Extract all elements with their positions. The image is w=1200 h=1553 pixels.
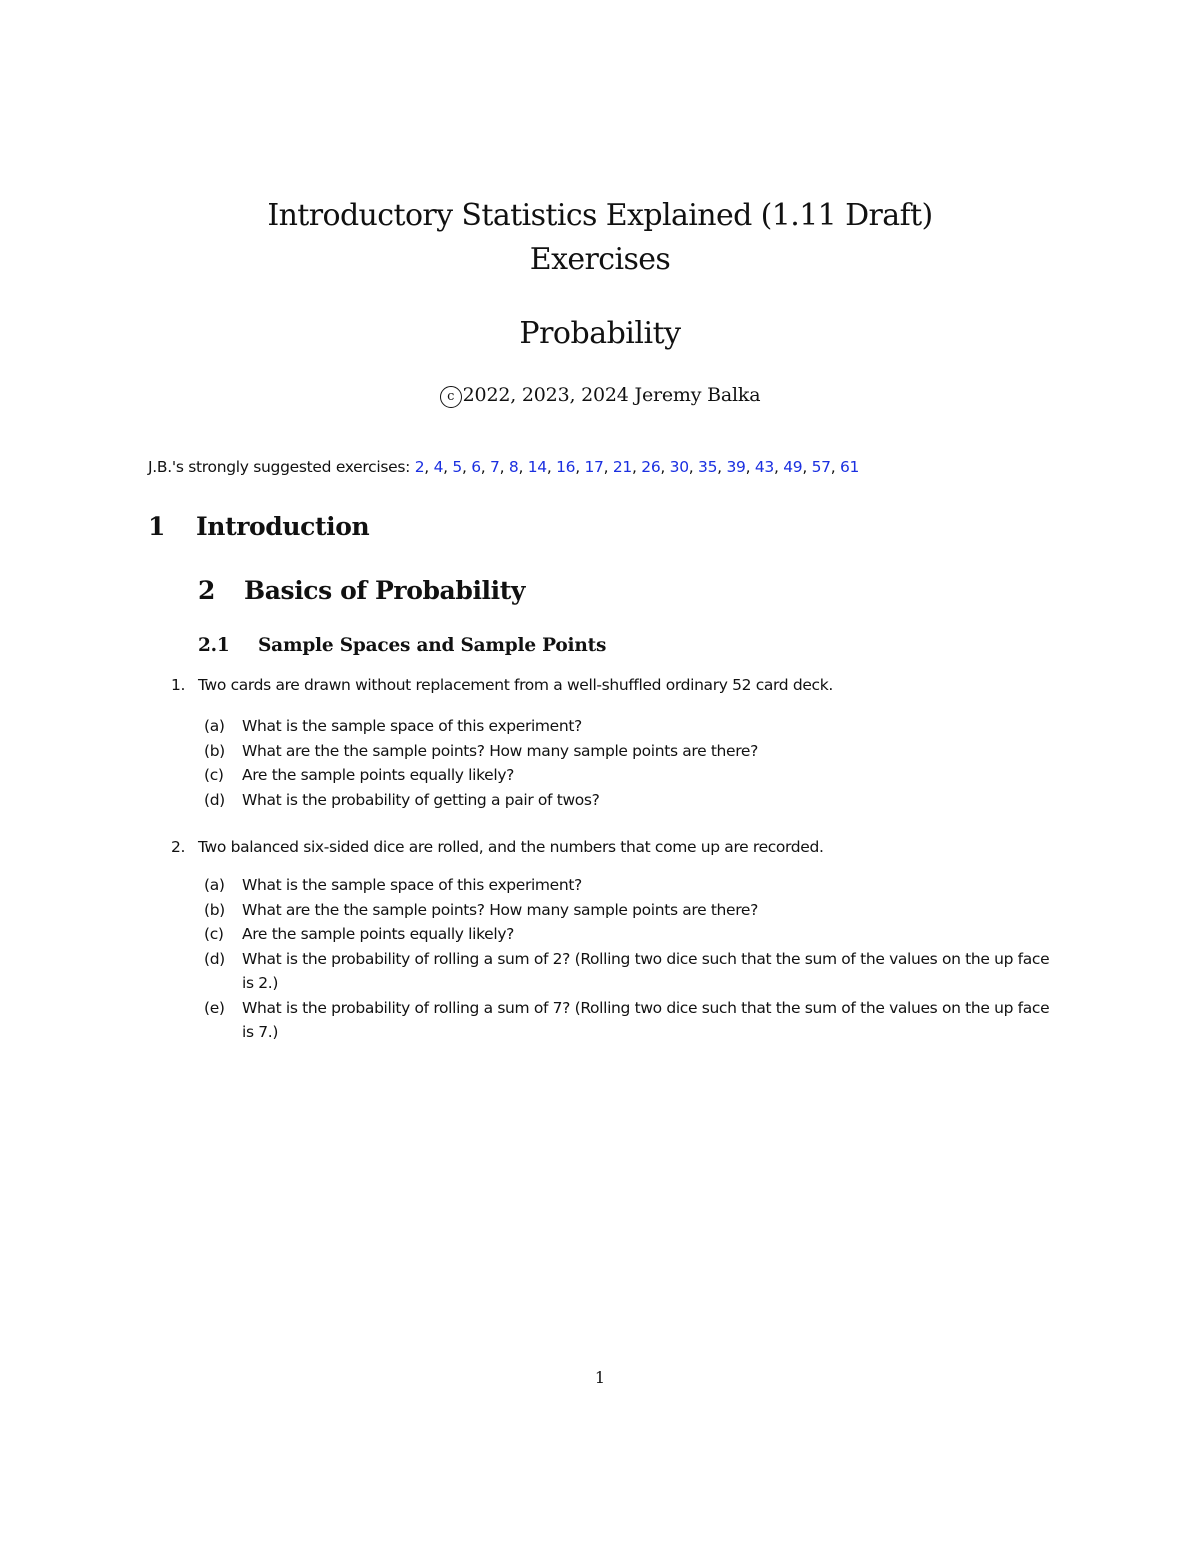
link-separator: , bbox=[830, 458, 840, 476]
link-separator: , bbox=[717, 458, 727, 476]
exercise-link-21[interactable]: 21 bbox=[612, 458, 632, 476]
exercise-part bbox=[0, 788, 1200, 813]
exercise-link-35[interactable]: 35 bbox=[698, 458, 718, 476]
part-label: (b) bbox=[204, 900, 225, 919]
part-label: (c) bbox=[204, 766, 224, 784]
exercise-link-49[interactable]: 49 bbox=[783, 458, 803, 476]
exercise-link-4[interactable]: 4 bbox=[433, 458, 444, 476]
exercise-link-14[interactable]: 14 bbox=[527, 458, 547, 476]
section-heading-basics bbox=[198, 574, 525, 608]
exercise-link-26[interactable]: 26 bbox=[641, 458, 661, 476]
link-separator: , bbox=[480, 458, 491, 476]
chapter-subtitle: Probability bbox=[519, 316, 681, 351]
exercise-part bbox=[0, 873, 1200, 898]
exercise-part bbox=[0, 714, 1200, 739]
part-text: What is the probability of getting a pair of twos? bbox=[242, 790, 600, 809]
link-separator: , bbox=[518, 458, 528, 476]
link-separator: , bbox=[773, 458, 784, 476]
part-text: What is the probability of rolling a sum of 7? (Rolling two dice such that the sum of the values on the up face is 7.) bbox=[242, 998, 1050, 1041]
exercise-link-39[interactable]: 39 bbox=[726, 458, 746, 476]
exercise-text: Two balanced six-sided dice are rolled, and the numbers that come up are recorded. bbox=[198, 838, 824, 856]
exercise-part bbox=[0, 898, 1200, 923]
part-label: (b) bbox=[204, 741, 225, 760]
exercise-link-30[interactable]: 30 bbox=[669, 458, 689, 476]
part-text: Are the sample points equally likely? bbox=[242, 925, 515, 943]
section-number: 1 bbox=[148, 512, 165, 541]
exercise-parts bbox=[0, 714, 1200, 812]
exercise-link-61[interactable]: 61 bbox=[840, 458, 860, 476]
section-title: Basics of Probability bbox=[244, 576, 526, 605]
section-number: 2 bbox=[198, 576, 215, 605]
exercise-link-43[interactable]: 43 bbox=[754, 458, 774, 476]
suggested-label: J.B.'s strongly suggested exercises: bbox=[148, 458, 415, 476]
link-separator: , bbox=[499, 458, 509, 476]
title-line-1: Introductory Statistics Explained (1.11 Draft) bbox=[267, 198, 933, 233]
document-title bbox=[0, 194, 1200, 282]
link-separator: , bbox=[546, 458, 557, 476]
copyright-icon: c bbox=[440, 386, 462, 408]
author-text: 2022, 2023, 2024 Jeremy Balka bbox=[462, 384, 761, 406]
subsection-heading-sample-spaces bbox=[198, 633, 606, 659]
suggested-links bbox=[415, 458, 859, 476]
part-text: What is the sample space of this experiment? bbox=[242, 717, 582, 735]
link-separator: , bbox=[443, 458, 453, 476]
exercise-link-2[interactable]: 2 bbox=[414, 458, 425, 476]
part-text: What is the sample space of this experiment? bbox=[242, 876, 582, 894]
exercise-number: 1. bbox=[171, 676, 186, 694]
part-label: (a) bbox=[204, 876, 225, 894]
part-text: Are the sample points equally likely? bbox=[242, 766, 515, 784]
link-separator: , bbox=[424, 458, 434, 476]
part-text: What is the probability of rolling a sum of 2? (Rolling two dice such that the sum of the values on the up face is 2.) bbox=[242, 949, 1050, 992]
exercise-part bbox=[0, 996, 1200, 1045]
part-text: What are the the sample points? How many sample points are there? bbox=[242, 741, 758, 760]
exercise-link-5[interactable]: 5 bbox=[452, 458, 462, 476]
link-separator: , bbox=[603, 458, 613, 476]
exercise-parts bbox=[0, 873, 1200, 1045]
exercise-link-57[interactable]: 57 bbox=[811, 458, 831, 476]
link-separator: , bbox=[575, 458, 585, 476]
part-label: (d) bbox=[204, 790, 225, 809]
exercise-link-17[interactable]: 17 bbox=[584, 458, 604, 476]
subsection-title: Sample Spaces and Sample Points bbox=[258, 635, 607, 656]
part-label: (d) bbox=[204, 949, 225, 968]
exercise-link-8[interactable]: 8 bbox=[508, 458, 519, 476]
link-separator: , bbox=[461, 458, 472, 476]
section-title: Introduction bbox=[196, 512, 370, 541]
link-separator: , bbox=[660, 458, 670, 476]
part-label: (e) bbox=[204, 998, 225, 1017]
suggested-exercises bbox=[148, 456, 859, 478]
link-separator: , bbox=[745, 458, 755, 476]
page-number: 1 bbox=[594, 1368, 606, 1387]
section-heading-introduction bbox=[148, 510, 369, 544]
part-text: What are the the sample points? How many sample points are there? bbox=[242, 900, 758, 919]
title-line-2: Exercises bbox=[529, 242, 671, 277]
link-separator: , bbox=[802, 458, 812, 476]
exercise-part bbox=[0, 763, 1200, 788]
part-label: (a) bbox=[204, 717, 225, 735]
exercise-part bbox=[0, 922, 1200, 947]
exercise-link-16[interactable]: 16 bbox=[556, 458, 576, 476]
exercise-part bbox=[0, 739, 1200, 764]
exercise-number: 2. bbox=[171, 838, 186, 856]
exercise-link-6[interactable]: 6 bbox=[471, 458, 481, 476]
exercise-text: Two cards are drawn without replacement from a well-shuffled ordinary 52 card deck. bbox=[198, 676, 833, 694]
link-separator: , bbox=[688, 458, 699, 476]
exercise-part bbox=[0, 947, 1200, 996]
subsection-number: 2.1 bbox=[198, 635, 230, 656]
copyright-line bbox=[0, 382, 1200, 408]
link-separator: , bbox=[632, 458, 642, 476]
exercise-link-7[interactable]: 7 bbox=[490, 458, 500, 476]
part-label: (c) bbox=[204, 925, 224, 943]
